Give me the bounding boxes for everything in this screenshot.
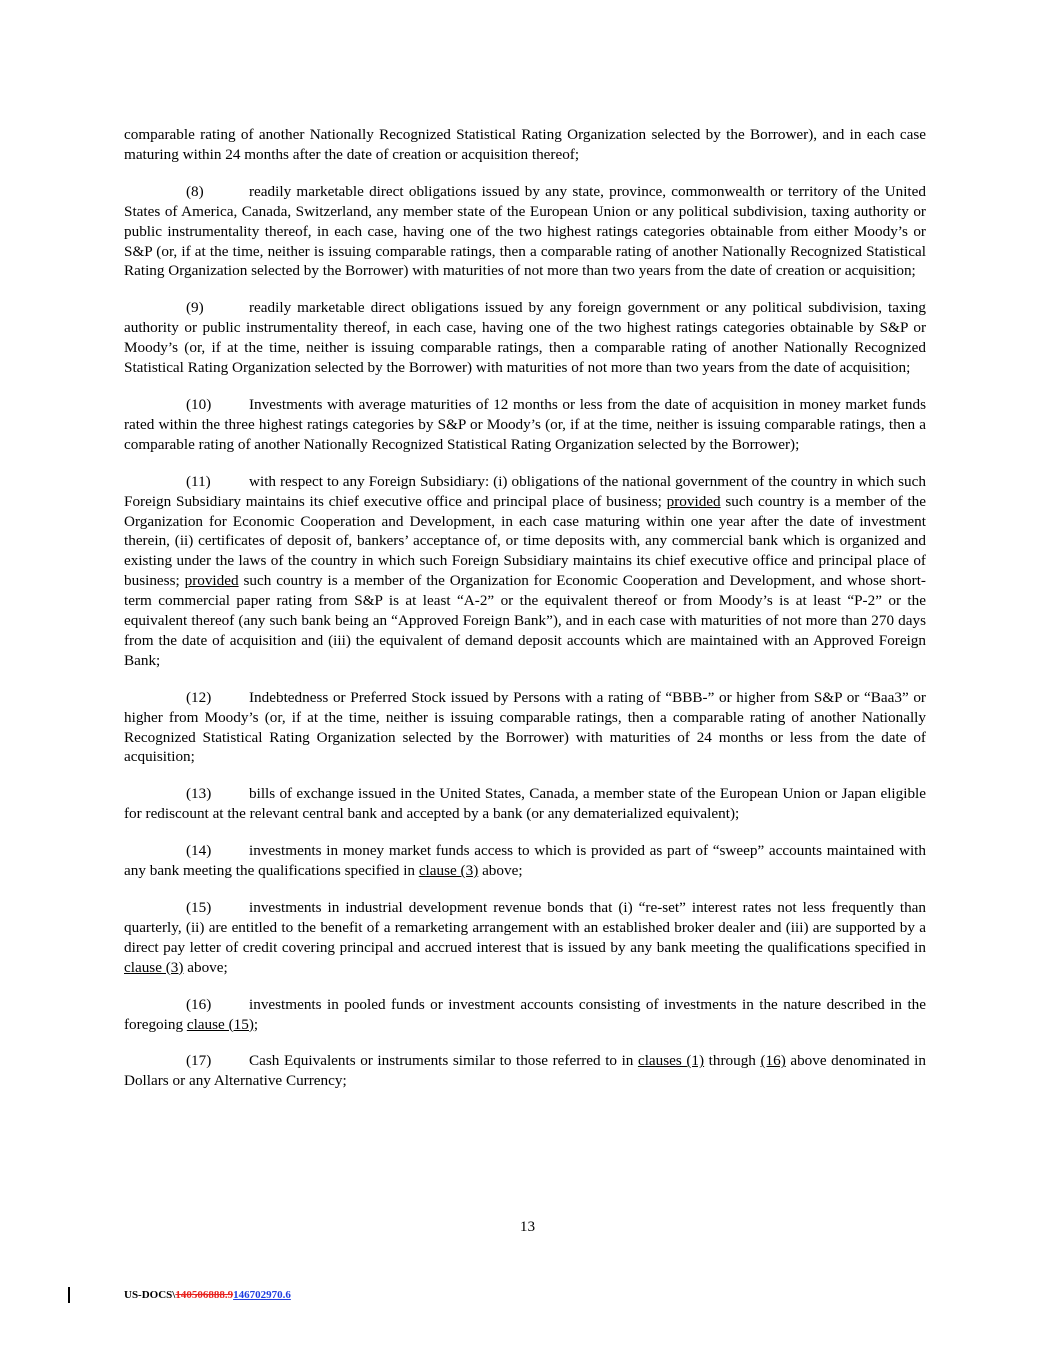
paragraph [124,784,926,824]
cross-reference: clause (3) [124,958,184,976]
paragraph-text: above; [478,862,523,880]
clause-number: (10) [186,395,212,413]
footer-deleted-id: 140506888.9 [175,1289,234,1301]
clause-number: (16) [186,995,212,1013]
paragraph [124,182,926,282]
paragraph [124,841,926,881]
paragraph [124,298,926,378]
cross-reference: clauses (1) [637,1052,705,1070]
cross-reference: clause (15) [186,1015,254,1033]
footer-inserted-id: 146702970.6 [233,1289,291,1301]
paragraph-text: Cash Equivalents or instruments similar to those referred to in [249,1052,638,1070]
clause-number: (8) [186,182,204,200]
paragraph-text: Investments with average maturities of 12 months or less from the date of acquisition in money market funds rated within the three highest ratings categories by S&P or Moody’s (or, if at the time, neither is issuing comparable ratings, then a comparable rating of another Nationally Recognized Statistical Rating Organization selected by the Borrower); [124,395,926,453]
cross-reference: provided [666,492,721,510]
paragraph-text: through [704,1052,761,1070]
paragraph [124,395,926,455]
paragraph-text: with respect to any Foreign Subsidiary: (i) obligations of the national government of the country in which such Foreign Subsidiary maintains its chief executive office and principal place of business; [124,472,926,510]
paragraph-text: such country is a member of the Organization for Economic Cooperation and Development, in each case maturing within one year after the date of investment therein, (ii) certificates of deposit of, bankers’ acceptance of, or time deposits with, any commercial bank which is organized and existing under the laws of the country in which such Foreign Subsidiary maintains its chief executive office and principal place of business; [124,492,926,590]
paragraph-text: investments in money market funds access to which is provided as part of “sweep” accounts maintained with any bank meeting the qualifications specified in [124,842,926,880]
page-number: 13 [519,1218,536,1235]
paragraph-text: above denominated in Dollars or any Alternative Currency; [124,1052,926,1090]
document-footer [124,1289,291,1301]
clause-number: (13) [186,785,212,803]
cross-reference: (16) [760,1052,786,1070]
footer-prefix: US-DOCS\ [124,1289,176,1301]
paragraph-text: investments in pooled funds or investment accounts consisting of investments in the nature described in the foregoing [124,995,926,1033]
clause-number: (14) [186,842,212,860]
clause-number: (17) [186,1052,212,1070]
cross-reference: provided [184,572,239,590]
cross-reference: clause (3) [418,862,479,880]
paragraph-text: such country is a member of the Organization for Economic Cooperation and Development, and whose short-term commercial paper rating from S&P is at least “A-2” or the equivalent thereof or from Moody’s is at least “P-2” or the equivalent thereof (any such bank being an “Approved Foreign Bank”), and in each case with maturities of not more than 270 days from the date of acquisition and (iii) the equivalent of demand deposit accounts which are maintained with an Approved Foreign Bank; [124,572,926,669]
paragraph [124,995,926,1035]
paragraph-text: investments in industrial development revenue bonds that (i) “re-set” interest rates not less frequently than quarterly, (ii) are entitled to the benefit of a remarketing arrangement with an established broker dealer and (iii) are supported by a direct pay letter of credit covering principal and accrued interest that is issued by any bank meeting the qualifications specified in [124,899,926,956]
paragraph-text: readily marketable direct obligations issued by any state, province, commonwealth or territory of the United States of America, Canada, Switzerland, any member state of the European Union or any political subdivision, taxing authority or public instrumentality thereof, in each case, having one of the two highest ratings categories obtainable from either Moody’s or S&P (or, if at the time, neither is issuing comparable ratings, then a comparable rating of another Nationally Recognized Statistical Rating Organization selected by the Borrower) with maturities of not more than two years from the date of creation or acquisition; [124,182,926,280]
paragraph-text: ; [253,1015,259,1033]
clause-number: (9) [186,299,204,317]
clause-number: (11) [186,472,211,490]
paragraph [124,1051,926,1091]
paragraph [124,898,926,978]
paragraph-text: Indebtedness or Preferred Stock issued by Persons with a rating of “BBB-” or higher from S&P or “Baa3” or higher from Moody’s (or, if at the time, neither is issuing comparable ratings, then a comparable rating of another Nationally Recognized Statistical Rating Organization selected by the Borrower) with maturities of 24 months or less from the date of acquisition; [124,688,926,766]
paragraph-text: comparable rating of another Nationally Recognized Statistical Rating Organization selected by the Borrower), and in each case maturing within 24 months after the date of creation or acquisition thereof; [124,126,926,163]
paragraph-text: bills of exchange issued in the United States, Canada, a member state of the European Union or Japan eligible for rediscount at the relevant central bank and accepted by a bank (or any dematerialized equivalent); [124,785,926,823]
paragraph-text: readily marketable direct obligations issued by any foreign government or any political subdivision, taxing authority or public instrumentality thereof, in each case, having one of the two highest ratings categories obtainable by S&P or Moody’s (or, if at the time, neither is issuing comparable ratings, then a comparable rating of another Nationally Recognized Statistical Rating Organization selected by the Borrower) with maturities of not more than two years from the date of acquisition; [124,299,926,377]
paragraph [124,472,926,671]
paragraph-text: above; [183,958,228,976]
clause-number: (15) [186,899,212,916]
paragraph [124,125,926,165]
change-bar [68,1287,70,1303]
paragraph [124,688,926,768]
clause-number: (12) [186,688,212,706]
document-body [124,125,926,1108]
